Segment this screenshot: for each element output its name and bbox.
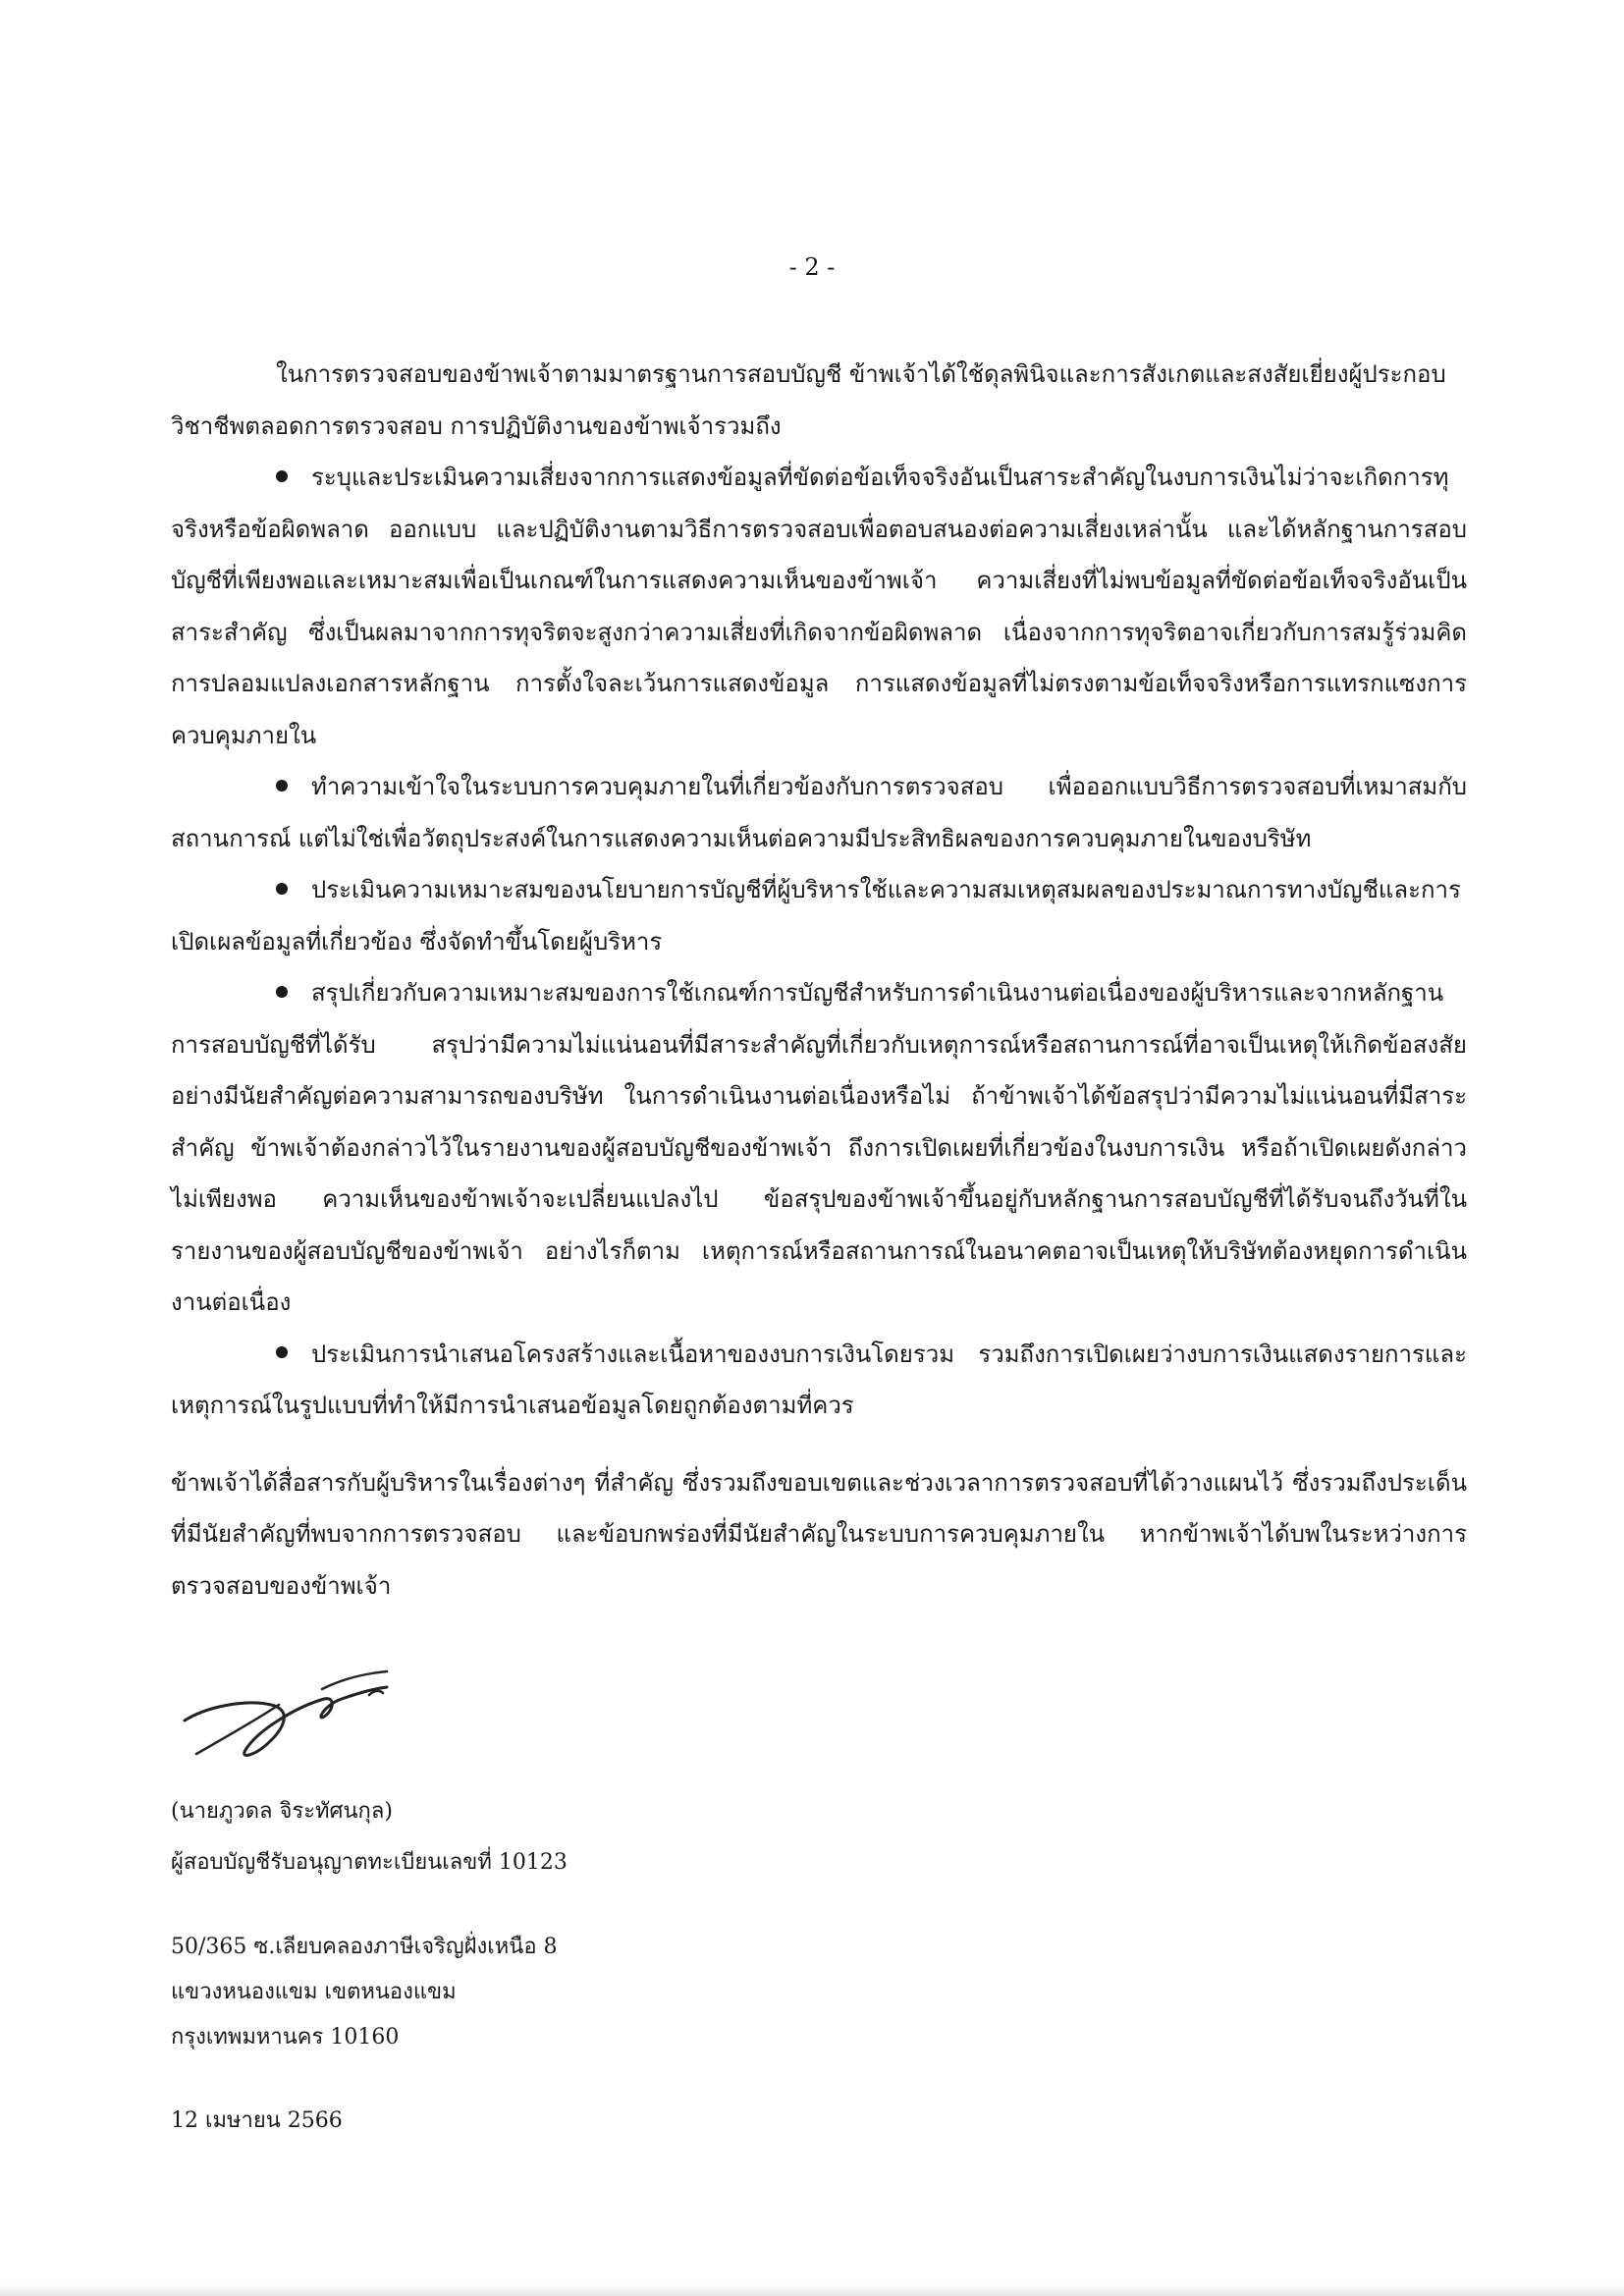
bullet-item-presentation: [171, 1329, 1467, 1432]
bullet-item-risk-assessment: [171, 452, 1467, 761]
address-line-2: แขวงหนองแขม เขตหนองแขม: [171, 1980, 457, 2004]
communication-paragraph: ข้าพเจ้าได้สื่อสารกับผู้บริหารในเรื่องต่างๆ ที่สำคัญ ซึ่งรวมถึงขอบเขตและช่วงเวลาการตรวจสอบที่ได้วางแผนไว้ ซึ่งรวมถึงประเด็นที่มีนัยสำคัญที่พบจากการตรวจสอบ และข้อบกพร่องที่มีนัยสำคัญในระบบการควบคุมภายใน หากข้าพเจ้าได้บพในระหว่างการตรวจสอบของข้าพเจ้า: [171, 1468, 1467, 1600]
bullet-text: ประเมินความเหมาะสมของนโยบายการบัญชีที่ผู้บริหารใช้และความสมเหตุสมผลของประมาณการทางบัญชีและการเปิดเผลข้อมูลที่เกี่ยวข้อง ซึ่งจัดทำขึ้นโดยผู้บริหาร: [171, 876, 1461, 956]
bullet-text: ระบุและประเมินความเสี่ยงจากการแสดงข้อมูลที่ขัดต่อข้อเท็จจริงอันเป็นสาระสำคัญในงบการเงินไม่ว่าจะเกิดการทุจริงหรือข้อผิดพลาด ออกแบบ และปฏิบัติงานตามวิธีการตรวจสอบเพื่อตอบสนองต่อความเสี่ยงเหล่านั้น และได้หลักฐานการสอบบัญชีที่เพียงพอและเหมาะสมเพื่อเป็นเกณฑ์ในการแสดงความเห็นของข้าพเจ้า ความเสี่ยงที่ไม่พบข้อมูลที่ขัดต่อข้อเท็จจริงอันเป็นสาระสำคัญ ซึ่งเป็นผลมาจากการทุจริตจะสูงกว่าความเสี่ยงที่เกิดจากข้อผิดพลาด เนื่องจากการทุจริตอาจเกี่ยวกับการสมรู้ร่วมคิด การปลอมแปลงเอกสารหลักฐาน การตั้งใจละเว้นการแสดงข้อมูล การแสดงข้อมูลที่ไม่ตรงตามข้อเท็จจริงหรือการแทรกแซงการควบคุมภายใน: [171, 464, 1467, 749]
address-line-1: 50/365 ซ.เลียบคลองภาษีเจริญฝั่งเหนือ 8: [171, 1935, 558, 1959]
report-body: [171, 349, 1467, 1612]
intro-line-2: วิชาชีพตลอดการตรวจสอบ การปฏิบัติงานของข้าพเจ้ารวมถึง: [171, 411, 782, 440]
scan-bottom-edge: [0, 2284, 1624, 2296]
report-date: 12 เมษายน 2566: [171, 2108, 343, 2133]
bullet-dot-icon: [276, 1346, 288, 1358]
bullet-item-internal-control: [171, 761, 1467, 864]
paragraph-gap: [171, 1432, 1467, 1457]
bullet-dot-icon: [276, 470, 288, 482]
bullet-item-accounting-policy: [171, 864, 1467, 967]
bullet-item-going-concern: [171, 967, 1467, 1329]
bullet-dot-icon: [276, 986, 288, 998]
intro-line-1: ในการตรวจสอบของข้าพเจ้าตามมาตรฐานการสอบบัญชี ข้าพเจ้าได้ใช้ดุลพินิจและการสังเกตและสงสัยเยี่ยงผู้ประกอบ: [276, 360, 1446, 388]
bullet-text: ประเมินการนำเสนอโครงสร้างและเนื้อหาของงบการเงินโดยรวม รวมถึงการเปิดเผยว่างบการเงินแสดงรายการและเหตุการณ์ในรูปแบบที่ทำให้มีการนำเสนอข้อมูลโดยถูกต้องตามที่ควร: [171, 1339, 1467, 1419]
bullet-text: ทำความเข้าใจในระบบการควบคุมภายในที่เกี่ยวข้องกับการตรวจสอบ เพื่อออกแบบวิธีการตรวจสอบที่เหมาสมกับสถานการณ์ แต่ไม่ใช่เพื่อวัตถุประสงค์ในการแสดงความเห็นต่อความมีประสิทธิผลของการควบคุมภายในของบริษัท: [171, 773, 1467, 852]
address-line-3: กรุงเทพมหานคร 10160: [171, 2025, 400, 2050]
bullet-text: สรุปเกี่ยวกับความเหมาะสมของการใช้เกณฑ์การบัญชีสำหรับการดำเนินงานต่อเนื่องของผู้บริหารและจากหลักฐานการสอบบัญชีที่ได้รับ สรุปว่ามีความไม่แน่นอนที่มีสาระสำคัญที่เกี่ยวกับเหตุการณ์หรือสถานการณ์ที่อาจเป็นเหตุให้เกิดข้อสงสัยอย่างมีนัยสำคัญต่อความสามารถของบริษัท ในการดำเนินงานต่อเนื่องหรือไม่ ถ้าข้าพเจ้าได้ข้อสรุปว่ามีความไม่แน่นอนที่มีสาระสำคัญ ข้าพเจ้าต้องกล่าวไว้ในรายงานของผู้สอบบัญชีของข้าพเจ้า ถึงการเปิดเผยที่เกี่ยวข้องในงบการเงิน หรือถ้าเปิดเผยดังกล่าวไม่เพียงพอ ความเห็นของข้าพเจ้าจะเปลี่ยนแปลงไป ข้อสรุปของข้าพเจ้าขึ้นอยู่กับหลักฐานการสอบบัญชีที่ได้รับจนถึงวันที่ในรายงานของผู้สอบบัญชีของข้าพเจ้า อย่างไรก็ตาม เหตุการณ์หรือสถานการณ์ในอนาคตอาจเป็นเหตุให้บริษัทต้องหยุดการดำเนินงานต่อเนื่อง: [171, 979, 1467, 1316]
auditor-name: (นายภูวดล จิระทัศนกุล): [171, 1799, 393, 1824]
bullet-dot-icon: [276, 780, 288, 792]
bullet-dot-icon: [276, 883, 288, 895]
page-number: - 2 -: [788, 253, 836, 281]
auditor-license: ผู้สอบบัญชีรับอนุญาตทะเบียนเลขที่ 10123: [171, 1850, 568, 1875]
auditor-signature: [177, 1660, 432, 1768]
